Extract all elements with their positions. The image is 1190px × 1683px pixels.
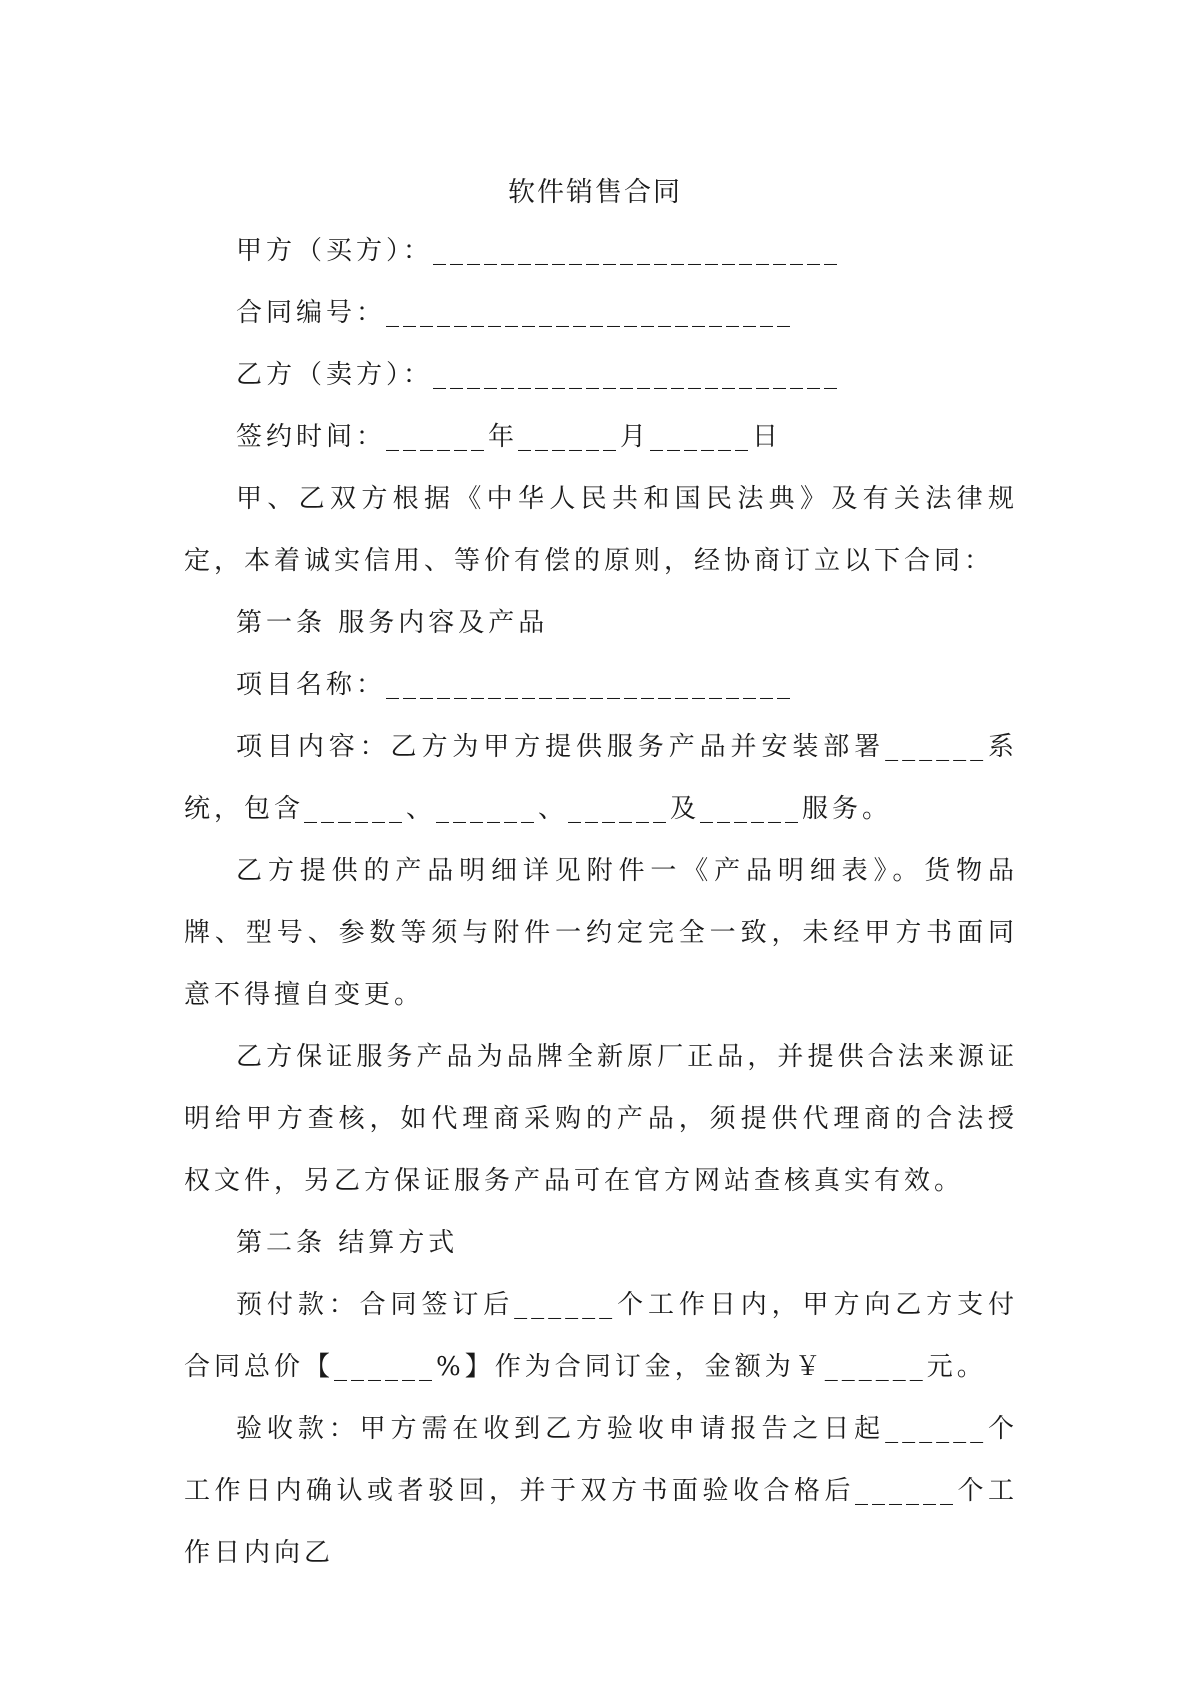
product-details-paragraph: 乙方提供的产品明细详见附件一《产品明细表》。货物品牌、型号、参数等须与附件一约定完全一致，未经甲方书面同意不得擅自变更。 — [184, 856, 1018, 1010]
party-a-line: 甲方（买方）：________________________ — [236, 236, 842, 266]
authenticity-paragraph: 乙方保证服务产品为品牌全新原厂正品，并提供合法来源证明给甲方查核，如代理商采购的产品，须提供代理商的合法授权文件，另乙方保证服务产品可在官方网站查核真实有效。 — [184, 1042, 1018, 1196]
article-one-heading: 第一条 服务内容及产品 — [236, 608, 549, 638]
prepayment-paragraph: 预付款：合同签订后______个工作日内，甲方向乙方支付合同总价【______%】作为合同订金，金额为￥______元。 — [184, 1290, 1018, 1382]
acceptance-payment-paragraph: 验收款：甲方需在收到乙方验收申请报告之日起______个工作日内确认或者驳回，并于双方书面验收合格后______个工作日内向乙 — [184, 1414, 1018, 1568]
preamble-paragraph: 甲、乙双方根据《中华人民共和国民法典》及有关法律规定，本着诚实信用、等价有偿的原则，经协商订立以下合同： — [184, 484, 1018, 576]
project-name-line: 项目名称：________________________ — [236, 670, 795, 700]
party-b-line: 乙方（卖方）：________________________ — [236, 360, 842, 390]
contract-number-line: 合同编号：________________________ — [236, 298, 795, 328]
document-title: 软件销售合同 — [508, 177, 682, 208]
project-content-paragraph: 项目内容：乙方为甲方提供服务产品并安装部署______系统，包含______、______、______及______服务。 — [184, 732, 1018, 824]
signing-date-line: 签约时间：______年______月______日 — [236, 422, 783, 452]
article-two-heading: 第二条 结算方式 — [236, 1228, 459, 1258]
document-body — [184, 220, 1018, 1584]
